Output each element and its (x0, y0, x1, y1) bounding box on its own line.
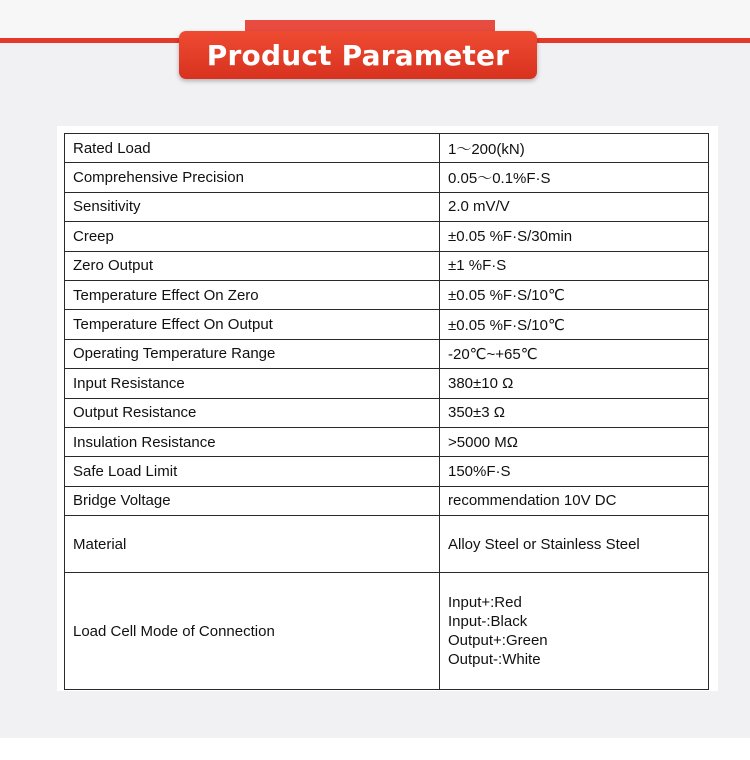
param-value: -20℃~+65℃ (440, 339, 709, 368)
param-label: Safe Load Limit (65, 457, 440, 486)
connection-line: Input+:Red (448, 594, 522, 612)
param-value: 150%F·S (440, 457, 709, 486)
param-value: >5000 MΩ (440, 427, 709, 456)
param-value: ±0.05 %F·S/30min (440, 222, 709, 251)
param-value: ±0.05 %F·S/10℃ (440, 280, 709, 309)
connection-line: Input-:Black (448, 613, 528, 631)
param-label: Input Resistance (65, 369, 440, 398)
connection-label: Load Cell Mode of Connection (65, 573, 440, 690)
param-label: Output Resistance (65, 398, 440, 427)
table-row (65, 163, 709, 192)
param-label: Rated Load (65, 134, 440, 163)
param-value: 350±3 Ω (440, 398, 709, 427)
table-row-connection (65, 573, 709, 690)
connection-line: Output-:White (448, 651, 541, 669)
param-value: 1～200(kN) (440, 134, 709, 163)
param-value: recommendation 10V DC (440, 486, 709, 515)
param-label: Temperature Effect On Zero (65, 280, 440, 309)
table-row (65, 516, 709, 573)
param-label: Creep (65, 222, 440, 251)
connection-line: Output+:Green (448, 632, 548, 650)
table-row (65, 222, 709, 251)
table-row (65, 427, 709, 456)
param-value: ±1 %F·S (440, 251, 709, 280)
param-label: Comprehensive Precision (65, 163, 440, 192)
table-row (65, 457, 709, 486)
table-row (65, 398, 709, 427)
table-row (65, 486, 709, 515)
table-row (65, 251, 709, 280)
param-value: 380±10 Ω (440, 369, 709, 398)
param-value: 0.05～0.1%F·S (440, 163, 709, 192)
param-label: Bridge Voltage (65, 486, 440, 515)
table-row (65, 134, 709, 163)
table-row (65, 310, 709, 339)
table-row (65, 280, 709, 309)
table-row (65, 339, 709, 368)
param-value: ±0.05 %F·S/10℃ (440, 310, 709, 339)
param-value: Alloy Steel or Stainless Steel (440, 516, 709, 573)
title-banner (179, 31, 537, 79)
parameter-table (64, 133, 709, 690)
param-label: Zero Output (65, 251, 440, 280)
param-label: Sensitivity (65, 192, 440, 221)
footer-background (0, 738, 750, 760)
page-title: Product Parameter (206, 38, 510, 72)
connection-value (440, 573, 709, 690)
param-label: Material (65, 516, 440, 573)
param-label: Operating Temperature Range (65, 339, 440, 368)
table-row (65, 192, 709, 221)
table-row (65, 369, 709, 398)
param-label: Insulation Resistance (65, 427, 440, 456)
param-value: 2.0 mV/V (440, 192, 709, 221)
param-label: Temperature Effect On Output (65, 310, 440, 339)
